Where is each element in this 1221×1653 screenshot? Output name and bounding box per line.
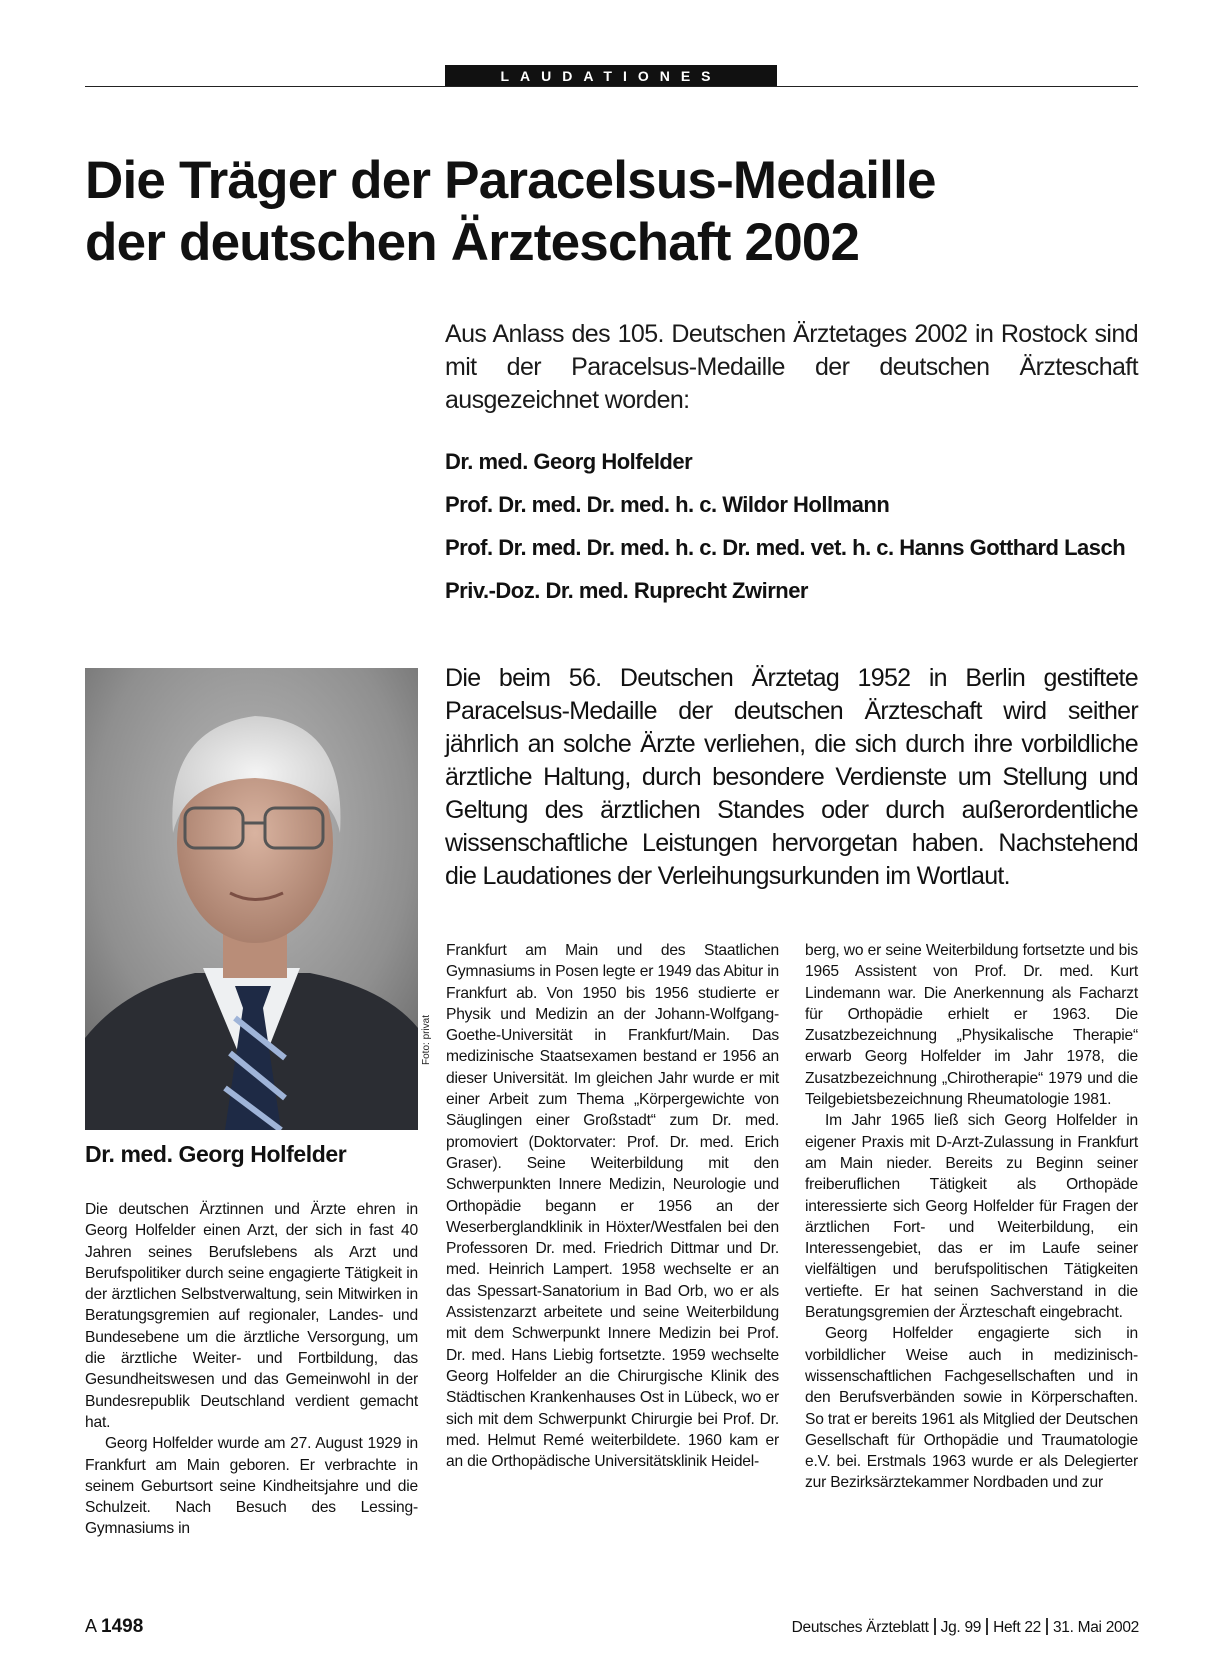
page-title	[85, 150, 1145, 274]
header-rule	[85, 86, 1138, 87]
page-number	[85, 1616, 143, 1638]
body-paragraph: Frankfurt am Main und des Staatlichen Gymnasiums in Posen legte er 1949 das Abitur in Frankfurt ab. Von 1950 bis 1956 studierte er Physik und Medizin an der Johann-Wolfgang-Goethe-Universität in Frankfurt/Main. Das medizinische Staatsexamen bestand er 1956 an dieser Universität. Im gleichen Jahr wurde er mit einer Arbeit zum Thema „Körpergewichte von Säuglingen einer Großstadt“ zum Dr. med. promoviert (Doktorvater: Prof. Dr. med. Erich Graser). Seine Weiterbildung mit den Schwerpunkten Innere Medizin, Neurologie und Orthopädie begann er 1956 an der Weserberglandklinik in Höxter/Westfalen bei den Professoren Dr. med. Friedrich Dittmar und Dr. med. Heinrich Lampert. 1958 wechselte er an das Spessart-Sanatorium in Bad Orb, wo er als Assistenzarzt arbeitete und seine Weiterbildung mit dem Schwerpunkt Innere Medizin bei Prof. Dr. med. Hans Liebig fortsetzte. 1959 wechselte Georg Holfelder an die Chirurgische Klinik des Städtischen Krankenhauses Ost in Lübeck, wo er sich mit dem Schwerpunkt Chirurgie bei Prof. Dr. med. Helmut Remé weiterbildete. 1960 kam er an die Orthopädische Universitätsklinik Heidel-	[446, 942, 779, 1471]
journal-footer	[792, 1618, 1139, 1637]
title-line-2: der deutschen Ärzteschaft 2002	[85, 213, 860, 272]
separator	[1046, 1618, 1048, 1635]
awardee-item: Prof. Dr. med. Dr. med. h. c. Wildor Hollmann	[445, 492, 890, 517]
body-paragraph: Die deutschen Ärztinnen und Ärzte ehren in Georg Holfelder einen Arzt, der sich in fast 40 Jahren seines Berufslebens als Arzt und Berufspolitiker durch seine engagierte Tätigkeit in der ärztlichen Selbstverwaltung, sein Mitwirken in Beratungsgremien auf regionaler, Landes- und Bundesebene um die ärztliche Versorgung, um die ärztliche Weiter- und Fortbildung, das Gesundheitswesen und das Gemeinwohl in der Bundesrepublik Deutschland verdient gemacht hat.	[85, 1201, 418, 1431]
text-column-2	[446, 940, 779, 1472]
portrait-photo	[85, 668, 418, 1130]
separator	[986, 1618, 988, 1635]
text-column-1	[85, 1199, 418, 1540]
body-paragraph: berg, wo er seine Weiterbildung fortsetzte und bis 1965 Assistent von Prof. Dr. med. Kurt Lindemann war. Die Anerkennung als Facharzt für Orthopädie erhielt er 1963. Die Zusatzbezeichnung „Physikalische Therapie“ erwarb Georg Holfelder im Jahr 1978, die Zusatzbezeichnung „Chirotherapie“ 1979 und die Teilgebietsbezeichnung Rheumatologie 1981.	[805, 942, 1138, 1109]
awardee-item: Prof. Dr. med. Dr. med. h. c. Dr. med. vet. h. c. Hanns Gotthard Lasch	[445, 535, 1126, 560]
intro-paragraph: Die beim 56. Deutschen Ärztetag 1952 in Berlin gestiftete Paracelsus-Medaille der deutschen Ärzteschaft wird seither jährlich an solche Ärzte verliehen, die sich durch ihre vorbildliche ärztliche Haltung, durch besondere Verdienste um Stellung und Geltung des ärztlichen Standes oder durch außerordentliche wissenschaftliche Leistungen hervorgetan haben. Nachstehend die Laudationes der Verleihungsurkunden im Wortlaut.	[445, 664, 1138, 890]
awardee-item: Priv.-Doz. Dr. med. Ruprecht Zwirner	[445, 578, 808, 603]
lead-paragraph: Aus Anlass des 105. Deutschen Ärztetages 2002 in Rostock sind mit der Paracelsus-Medaille der deutschen Ärzteschaft ausgezeichnet worden:	[445, 320, 1138, 414]
page-number-value: 1498	[101, 1616, 144, 1637]
page-prefix: A	[85, 1616, 97, 1636]
section-label: LAUDATIONES	[445, 65, 777, 86]
awardee-item: Dr. med. Georg Holfelder	[445, 449, 693, 474]
journal-name: Deutsches Ärzteblatt	[791, 1619, 929, 1636]
body-paragraph: Georg Holfelder wurde am 27. August 1929 in Frankfurt am Main geboren. Er verbrachte in seinem Geburtsort seine Kindheitsjahre und die Schulzeit. Nach Besuch des Lessing-Gymnasiums in	[85, 1435, 418, 1538]
body-paragraph: Georg Holfelder engagierte sich in vorbildlicher Weise auch in medizinisch-wissenschaftlichen Fachgesellschaften und in den Berufsverbänden sowie in Körperschaften. So trat er bereits 1961 als Mitglied der Deutschen Gesellschaft für Orthopädie und Traumatologie e.V. bei. Erstmals 1963 wurde er als Delegierter zur Bezirksärztekammer Nordbaden und zur	[805, 1325, 1138, 1492]
portrait-image	[85, 668, 418, 1130]
journal-issue: Heft 22	[993, 1619, 1041, 1636]
journal-volume: Jg. 99	[940, 1619, 982, 1636]
awardee-list	[445, 450, 1145, 622]
text-column-3	[805, 940, 1138, 1494]
body-paragraph: Im Jahr 1965 ließ sich Georg Holfelder in eigener Praxis mit D-Arzt-Zulassung in Frankfurt am Main nieder. Bereits zu Beginn seiner freiberuflichen Tätigkeit als Orthopäde interessierte sich Georg Holfelder für Fragen der ärztlichen Fort- und Weiterbildung, ein Interessengebiet, das er im Laufe seiner vielfältigen und berufspolitischen Tätigkeiten vertiefte. Er hat seinen Sachverstand in die Beratungsgremien der Ärzteschaft eingebracht.	[805, 1112, 1138, 1322]
journal-date: 31. Mai 2002	[1052, 1619, 1139, 1636]
photo-credit: Foto: privat	[421, 1014, 432, 1065]
laudatio-heading: Dr. med. Georg Holfelder	[85, 1141, 347, 1167]
title-line-1: Die Träger der Paracelsus-Medaille	[85, 151, 936, 210]
separator	[934, 1618, 936, 1635]
